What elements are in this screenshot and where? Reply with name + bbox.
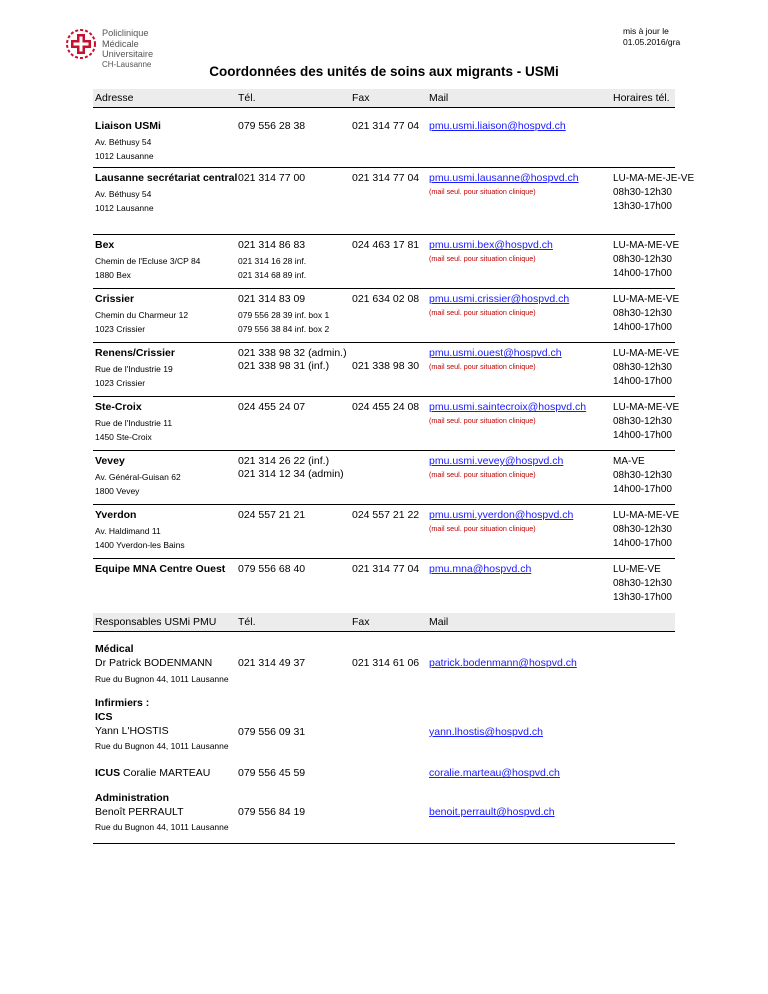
unit-mail-link[interactable]: pmu.usmi.ouest@hospvd.ch [429,347,562,359]
unit-tel: 021 314 83 09 [238,293,306,305]
header-mail: Mail [429,92,449,104]
row-divider [93,504,675,505]
resp-header-tel: Tél. [238,616,256,628]
header-tel: Tél. [238,92,256,104]
unit-address-city: 1023 Crissier [95,378,146,388]
unit-tel-2: 021 338 98 31 (inf.) [238,360,330,372]
unit-hours-morning: 08h30-12h30 [613,470,672,481]
unit-fax: 024 463 17 81 [352,239,420,251]
unit-tel-2: 079 556 28 39 inf. box 1 [238,310,330,320]
unit-mail-note: (mail seul. pour situation clinique) [429,362,536,371]
unit-fax: 021 314 77 04 [352,172,420,184]
unit-hours-days: LU-MA-ME-VE [613,348,680,359]
unit-tel: 079 556 68 40 [238,563,306,575]
unit-mail-link[interactable]: pmu.usmi.yverdon@hospvd.ch [429,509,574,521]
unit-mail-link[interactable]: pmu.usmi.lausanne@hospvd.ch [429,172,579,184]
header-fax: Fax [352,92,370,104]
ics-label: ICS [95,711,113,723]
unit-tel: 021 314 26 22 (inf.) [238,455,330,467]
unit-mail-note: (mail seul. pour situation clinique) [429,416,536,425]
unit-hours-afternoon: 14h00-17h00 [613,322,672,333]
unit-fax: 021 338 98 30 [352,360,420,372]
infirmiers-label: Infirmiers : [95,697,150,709]
unit-name: Renens/Crissier [95,347,175,359]
unit-fax: 024 455 24 08 [352,401,420,413]
logo-line-4: CH-Lausanne [102,59,152,69]
unit-mail-link[interactable]: pmu.usmi.crissier@hospvd.ch [429,293,570,305]
unit-hours-afternoon: 14h00-17h00 [613,376,672,387]
unit-name: Crissier [95,293,135,305]
unit-hours-afternoon: 14h00-17h00 [613,268,672,279]
unit-hours-afternoon: 13h30-17h00 [613,592,672,603]
table-header [93,89,675,108]
unit-address-city: 1023 Crissier [95,324,146,334]
admin-name: Benoît PERRAULT [95,806,184,818]
medical-address: Rue du Bugnon 44, 1011 Lausanne [95,674,229,684]
logo-line-3: Universitaire [102,49,154,59]
update-date: 01.05.2016/gra [623,37,681,47]
ics-tel: 079 556 09 31 [238,726,306,738]
unit-hours-morning: 08h30-12h30 [613,416,672,427]
unit-hours-morning: 08h30-12h30 [613,578,672,589]
medical-tel: 021 314 49 37 [238,657,306,669]
unit-mail-note: (mail seul. pour situation clinique) [429,308,536,317]
unit-name: Bex [95,239,115,251]
row-divider [93,234,675,235]
row-divider [93,558,675,559]
unit-mail-link[interactable]: pmu.usmi.liaison@hospvd.ch [429,120,566,132]
unit-tel-3: 079 556 38 84 inf. box 2 [238,324,330,334]
resp-header-fax: Fax [352,616,370,628]
unit-fax: 021 314 77 04 [352,120,420,132]
page-title: Coordonnées des unités de soins aux migrants - USMi [209,64,559,79]
unit-hours-morning: 08h30-12h30 [613,308,672,319]
unit-fax: 024 557 21 22 [352,509,420,521]
unit-address-street: Av. Haldimand 11 [95,526,161,536]
unit-name: Yverdon [95,509,137,521]
icus-label: ICUS [95,767,121,779]
unit-hours-morning: 08h30-12h30 [613,362,672,373]
pmu-logo-icon [64,27,100,61]
unit-tel: 021 338 98 32 (admin.) [238,347,347,359]
ics-address: Rue du Bugnon 44, 1011 Lausanne [95,741,229,751]
unit-tel: 024 557 21 21 [238,509,306,521]
unit-address-city: 1800 Vevey [95,486,140,496]
unit-tel-2: 021 314 16 28 inf. [238,256,307,266]
bottom-rule [93,843,675,844]
icus-mail-link[interactable]: coralie.marteau@hospvd.ch [429,767,560,779]
unit-mail-note: (mail seul. pour situation clinique) [429,187,536,196]
row-divider [93,450,675,451]
unit-tel-2: 021 314 12 34 (admin) [238,468,344,480]
unit-name: Lausanne secrétariat central [95,172,238,184]
unit-fax: 021 314 77 04 [352,563,420,575]
unit-mail-link[interactable]: pmu.usmi.vevey@hospvd.ch [429,455,564,467]
unit-address-city: 1880 Bex [95,270,131,280]
icus-name: Coralie MARTEAU [123,767,211,779]
unit-hours-days: LU-MA-ME-JE-VE [613,173,695,184]
resp-header-mail: Mail [429,616,449,628]
row-divider [93,342,675,343]
header-adresse: Adresse [95,92,134,104]
header-horaires: Horaires tél. [613,92,670,104]
unit-tel-3: 021 314 68 89 inf. [238,270,307,280]
unit-mail-link[interactable]: pmu.usmi.bex@hospvd.ch [429,239,553,251]
icus-tel: 079 556 45 59 [238,767,306,779]
ics-mail-link[interactable]: yann.lhostis@hospvd.ch [429,726,543,738]
unit-fax: 021 634 02 08 [352,293,420,305]
row-divider [93,167,675,168]
logo-line-2: Médicale [102,38,139,49]
unit-name: Equipe MNA Centre Ouest [95,563,226,575]
unit-tel: 024 455 24 07 [238,401,306,413]
unit-address-city: 1450 Ste-Croix [95,432,152,442]
medical-label: Médical [95,643,134,655]
unit-mail-note: (mail seul. pour situation clinique) [429,254,536,263]
ics-name: Yann L'HOSTIS [95,725,169,737]
unit-tel: 021 314 77 00 [238,172,306,184]
resp-header-title: Responsables USMi PMU [95,616,217,628]
unit-address-city: 1012 Lausanne [95,203,154,213]
unit-address-street: Rue de l'Industrie 19 [95,364,173,374]
unit-tel: 079 556 28 38 [238,120,306,132]
unit-hours-afternoon: 14h00-17h00 [613,430,672,441]
row-divider [93,288,675,289]
unit-hours-days: LU-MA-ME-VE [613,240,680,251]
row-divider [93,396,675,397]
update-label: mis à jour le [623,26,669,36]
unit-tel: 021 314 86 83 [238,239,306,251]
logo [64,27,184,67]
unit-hours-morning: 08h30-12h30 [613,254,672,265]
unit-address-city: 1012 Lausanne [95,151,154,161]
unit-hours-days: MA-VE [613,456,645,467]
unit-name: Vevey [95,455,125,467]
unit-name: Ste-Croix [95,401,142,413]
admin-mail-link[interactable]: benoit.perrault@hospvd.ch [429,806,555,818]
unit-hours-days: LU-MA-ME-VE [613,402,680,413]
unit-address-street: Chemin du Charmeur 12 [95,310,189,320]
unit-hours-morning: 08h30-12h30 [613,524,672,535]
unit-address-street: Av. Béthusy 54 [95,137,152,147]
unit-address-street: Av. Béthusy 54 [95,189,152,199]
medical-fax: 021 314 61 06 [352,657,420,669]
unit-hours-days: LU-MA-ME-VE [613,294,680,305]
admin-tel: 079 556 84 19 [238,806,306,818]
medical-name: Dr Patrick BODENMANN [95,657,213,669]
unit-hours-days: LU-ME-VE [613,564,661,575]
unit-hours-afternoon: 14h00-17h00 [613,538,672,549]
unit-name: Liaison USMi [95,120,161,132]
logo-line-1: Policlinique [102,28,149,38]
unit-address-street: Rue de l'Industrie 11 [95,418,173,428]
unit-hours-afternoon: 14h00-17h00 [613,484,672,495]
unit-hours-morning: 08h30-12h30 [613,187,672,198]
unit-address-street: Chemin de l'Ecluse 3/CP 84 [95,256,201,266]
unit-hours-afternoon: 13h30-17h00 [613,201,672,212]
unit-address-street: Av. Général-Guisan 62 [95,472,181,482]
admin-label: Administration [95,792,170,804]
unit-mail-note: (mail seul. pour situation clinique) [429,524,536,533]
admin-address: Rue du Bugnon 44, 1011 Lausanne [95,822,229,832]
unit-mail-note: (mail seul. pour situation clinique) [429,470,536,479]
unit-mail-link[interactable]: pmu.mna@hospvd.ch [429,563,532,575]
unit-hours-days: LU-MA-ME-VE [613,510,680,521]
medical-mail-link[interactable]: patrick.bodenmann@hospvd.ch [429,657,577,669]
unit-address-city: 1400 Yverdon-les Bains [95,540,185,550]
icus-row [95,767,210,779]
unit-mail-link[interactable]: pmu.usmi.saintecroix@hospvd.ch [429,401,587,413]
